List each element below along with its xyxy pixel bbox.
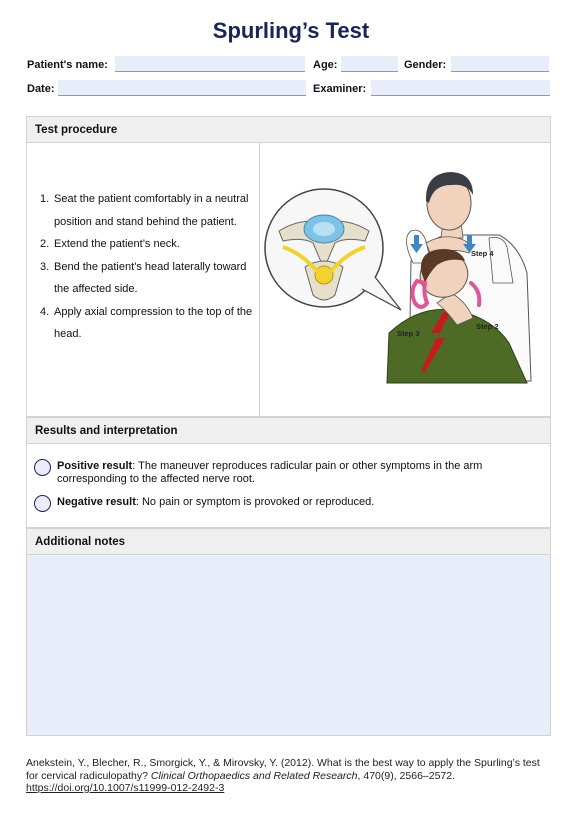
date-label: Date:: [27, 83, 55, 95]
procedure-steps-panel: [27, 143, 260, 416]
patient-name-label: Patient's name:: [27, 59, 108, 71]
additional-notes-header: Additional notes: [27, 529, 550, 555]
test-procedure-header: Test procedure: [27, 117, 550, 143]
positive-result-radio[interactable]: [34, 459, 51, 476]
negative-result-option[interactable]: [34, 496, 539, 512]
procedure-step: 4. Apply axial compression to the top of the head.: [40, 305, 253, 340]
positive-result-option[interactable]: [34, 460, 539, 486]
examiner-label: Examiner:: [313, 83, 367, 95]
gender-field[interactable]: [451, 56, 549, 72]
age-label: Age:: [313, 59, 338, 71]
step-4-label: Step 4: [471, 249, 494, 258]
date-field[interactable]: [58, 80, 306, 96]
patient-name-field[interactable]: [115, 56, 305, 72]
test-procedure-section: [26, 116, 551, 417]
step-2-label: Step 2: [476, 322, 499, 331]
step-3-label: Step 3: [397, 329, 420, 338]
gender-label: Gender:: [404, 59, 447, 71]
additional-notes-section: [26, 528, 551, 736]
results-section: [26, 417, 551, 528]
negative-result-text: Negative result: No pain or symptom is provoked or reproduced.: [57, 496, 375, 508]
procedure-steps-list: [40, 188, 255, 346]
procedure-step: 1. Seat the patient comfortably in a neutral position and stand behind the patient.: [40, 193, 249, 228]
positive-result-text: Positive result: The maneuver reproduces radicular pain or other symptoms in the arm corresponding to the affected nerve root.: [57, 460, 483, 485]
age-field[interactable]: [341, 56, 398, 72]
illustration-panel: [261, 143, 552, 416]
negative-result-radio[interactable]: [34, 495, 51, 512]
procedure-step: 3. Bend the patient’s head laterally toward the affected side.: [40, 260, 247, 295]
doi-link[interactable]: https://doi.org/10.1007/s11999-012-2492-3: [26, 782, 225, 794]
journal-name: Clinical Orthopaedics and Related Research: [150, 769, 358, 782]
additional-notes-field[interactable]: [27, 555, 550, 735]
reference-citation: Anekstein, Y., Blecher, R., Smorgick, Y., & Mirovsky, Y. (2012). What is the best way to apply the Spurling’s test for cervical radiculopathy? Clinical Orthopaedics and Related Research, 470(9), 2566–2572. https://doi.org/10.1007/s11999-012-2492-3: [26, 757, 540, 794]
procedure-step: 2. Extend the patient’s neck.: [40, 238, 180, 250]
results-header: Results and interpretation: [27, 418, 550, 444]
page-title: Spurling’s Test: [212, 18, 370, 43]
spurling-test-illustration: [261, 143, 552, 416]
examiner-field[interactable]: [371, 80, 550, 96]
